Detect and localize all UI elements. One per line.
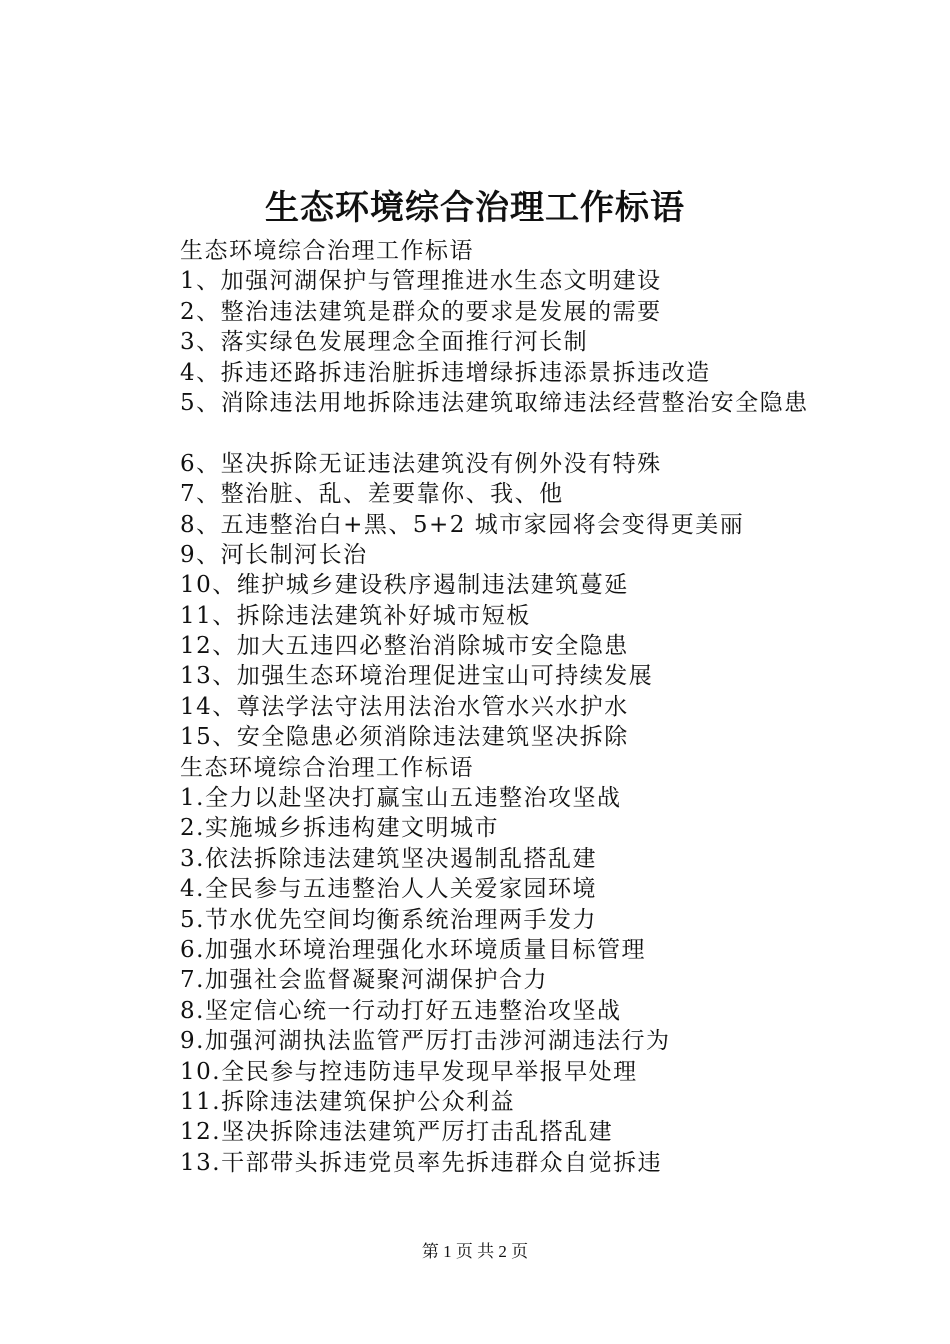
slogan-line: 3、落实绿色发展理念全面推行河长制 [180,329,589,356]
slogan-line: 12.坚决拆除违法建筑严厉打击乱搭乱建 [180,1119,614,1146]
slogan-line: 14、尊法学法守法用法治水管水兴水护水 [180,693,629,720]
page-footer: 第 1 页 共 2 页 [421,1242,529,1261]
slogan-line: 6.加强水环境治理强化水环境质量目标管理 [180,936,646,963]
slogan-list [180,236,880,1178]
slogan-line: 3.依法拆除违法建筑坚决遏制乱搭乱建 [180,845,597,872]
slogan-line: 生态环境综合治理工作标语 [180,754,474,781]
slogan-line: 11、拆除违法建筑补好城市短板 [180,602,531,629]
slogan-line: 1.全力以赴坚决打赢宝山五违整治攻坚战 [180,785,622,812]
slogan-line: 11.拆除违法建筑保护公众利益 [180,1088,516,1115]
slogan-line: 8.坚定信心统一行动打好五违整治攻坚战 [180,997,622,1024]
slogan-line: 1、加强河湖保护与管理推进水生态文明建设 [180,268,662,295]
slogan-line: 6、坚决拆除无证违法建筑没有例外没有特殊 [180,450,662,477]
slogan-line: 2、整治违法建筑是群众的要求是发展的需要 [180,298,662,325]
document-title: 生态环境综合治理工作标语 [265,188,685,228]
slogan-line: 8、五违整治白+黑、5+2 城市家园将会变得更美丽 [180,511,745,538]
slogan-line: 10、维护城乡建设秩序遏制违法建筑蔓延 [180,572,629,599]
slogan-line: 7、整治脏、乱、差要靠你、我、他 [180,481,564,508]
slogan-line: 2.实施城乡拆违构建文明城市 [180,815,499,842]
slogan-line: 10.全民参与控违防违早发现早举报早处理 [180,1058,638,1085]
slogan-line: 5.节水优先空间均衡系统治理两手发力 [180,906,597,933]
slogan-line: 13、加强生态环境治理促进宝山可持续发展 [180,663,654,690]
slogan-line: 4、拆违还路拆违治脏拆违增绿拆违添景拆违改造 [180,359,711,386]
slogan-line: 9、河长制河长治 [180,541,368,568]
slogan-line: 15、安全隐患必须消除违法建筑坚决拆除 [180,724,629,751]
slogan-line: 4.全民参与五违整治人人关爱家园环境 [180,876,597,903]
slogan-line: 7.加强社会监督凝聚河湖保护合力 [180,967,548,994]
blank-line [180,418,880,448]
slogan-line: 13.干部带头拆违党员率先拆违群众自觉拆违 [180,1149,663,1176]
slogan-line: 生态环境综合治理工作标语 [180,238,474,264]
slogan-line: 9.加强河湖执法监管严厉打击涉河湖违法行为 [180,1028,671,1055]
slogan-line: 5、消除违法用地拆除违法建筑取缔违法经营整治安全隐患 [180,389,809,416]
slogan-line: 12、加大五违四必整治消除城市安全隐患 [180,633,629,660]
